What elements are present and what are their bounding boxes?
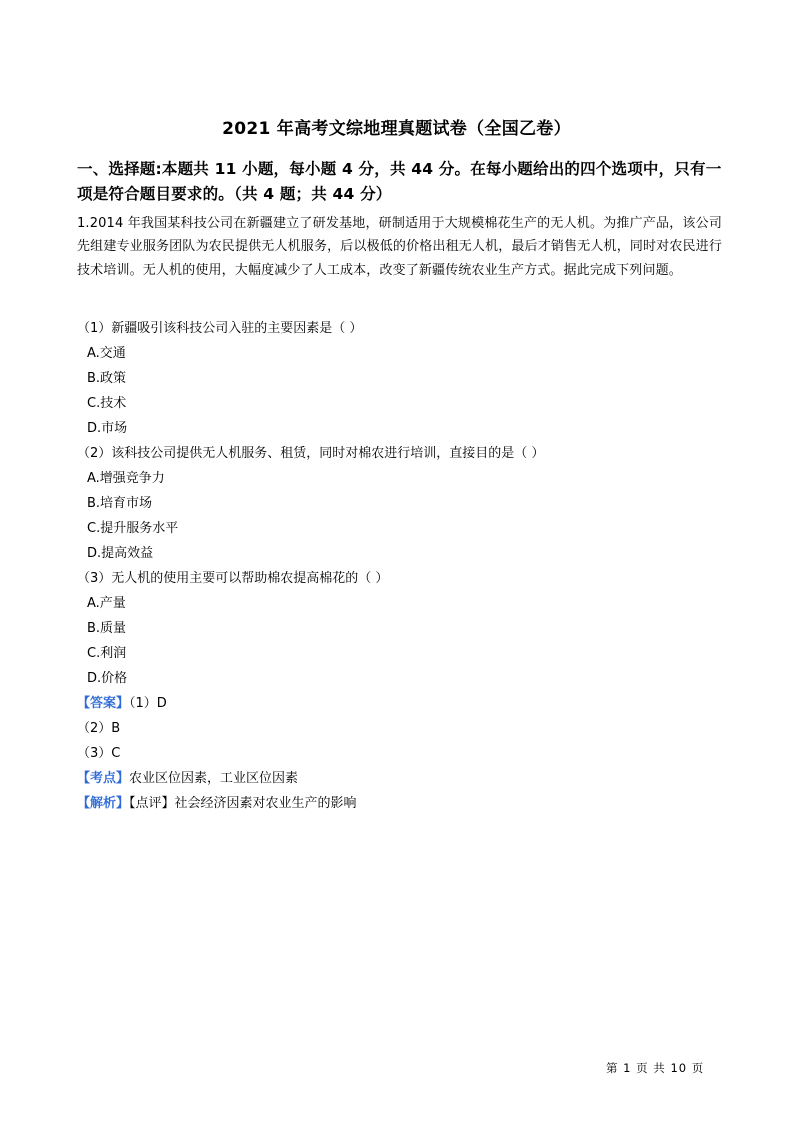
sub-question-3-prompt: （3）无人机的使用主要可以帮助棉农提高棉花的（ ） bbox=[77, 571, 389, 586]
page-number-footer: 第 1 页 共 10 页 bbox=[606, 1061, 705, 1075]
sub-question-2-prompt: （2）该科技公司提供无人机服务、租赁，同时对棉农进行培训，直接目的是（ ） bbox=[77, 446, 545, 461]
option-b: B.政策 bbox=[87, 371, 127, 386]
option-a: A.产量 bbox=[87, 596, 126, 611]
document-title: 2021 年高考文综地理真题试卷（全国乙卷） bbox=[222, 119, 571, 139]
option-c: C.提升服务水平 bbox=[87, 521, 179, 536]
answer-value-1: （1）D bbox=[129, 696, 167, 711]
option-b: B.质量 bbox=[87, 621, 127, 636]
kaodian-label: 【考点】 bbox=[77, 771, 130, 786]
option-c: C.技术 bbox=[87, 396, 127, 411]
answer-line-3: （3）C bbox=[77, 746, 121, 761]
option-c: C.利润 bbox=[87, 646, 127, 661]
section-heading: 一、选择题:本题共 11 小题，每小题 4 分，共 44 分。在每小题给出的四个选项中，只有一项是符合题目要求的。（共 4 题；共 44 分） bbox=[77, 160, 722, 203]
jiexi-line bbox=[77, 791, 722, 816]
question-1-body bbox=[77, 316, 722, 816]
option-a: A.交通 bbox=[87, 346, 126, 361]
option-d: D.提高效益 bbox=[87, 546, 154, 561]
kaodian-text: 农业区位因素，工业区位因素 bbox=[129, 771, 299, 786]
sub-question-1-prompt: （1）新疆吸引该科技公司入驻的主要因素是（ ） bbox=[77, 321, 363, 336]
jiexi-label: 【解析】 bbox=[77, 796, 130, 811]
answer-line-1 bbox=[77, 691, 722, 716]
answer-line-2: （2）B bbox=[77, 721, 121, 736]
question-1-stem: 1.2014 年我国某科技公司在新疆建立了研发基地，研制适用于大规模棉花生产的无人机。为推广产品，该公司先组建专业服务团队为农民提供无人机服务，后以极低的价格出租无人机，最后才销售无人机，同时对农民进行技术培训。无人机的使用，大幅度减少了人工成本，改变了新疆传统农业生产方式。据此完成下列问题。 bbox=[77, 216, 722, 278]
answer-label: 【答案】 bbox=[77, 696, 130, 711]
kaodian-line bbox=[77, 766, 722, 791]
jiexi-text: 【点评】社会经济因素对农业生产的影响 bbox=[129, 796, 357, 811]
option-d: D.市场 bbox=[87, 421, 128, 436]
option-a: A.增强竞争力 bbox=[87, 471, 165, 486]
option-b: B.培育市场 bbox=[87, 496, 153, 511]
option-d: D.价格 bbox=[87, 671, 128, 686]
